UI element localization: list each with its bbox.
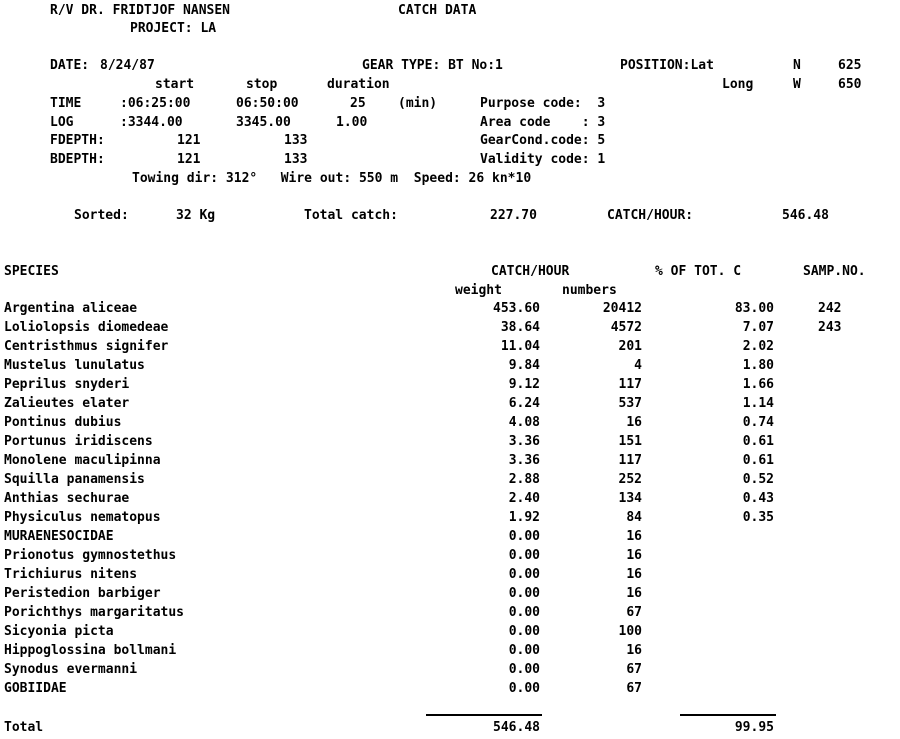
numbers-value: 16 [626, 529, 642, 544]
total-catch-label: Total catch: [304, 208, 398, 223]
species-header: SPECIES [4, 264, 59, 279]
species-name: Trichiurus nitens [4, 567, 138, 582]
weight-value: 1.92 [508, 510, 540, 525]
pct-value: 0.43 [742, 491, 774, 506]
species-name: Physiculus nematopus [4, 510, 161, 525]
species-name: Synodus evermanni [4, 662, 138, 677]
species-name: Portunus iridiscens [4, 434, 153, 449]
log-duration: 1.00 [336, 115, 368, 130]
numbers-value: 117 [618, 453, 642, 468]
pct-value: 0.35 [742, 510, 774, 525]
time-duration: 25 [350, 96, 366, 111]
fdepth-stop: 133 [284, 133, 308, 148]
numbers-value: 67 [626, 681, 642, 696]
col-duration-header: duration [327, 77, 390, 92]
long-direction: W [793, 77, 801, 92]
weight-value: 0.00 [508, 605, 540, 620]
weight-value: 6.24 [508, 396, 540, 411]
weight-value: 0.00 [508, 567, 540, 582]
species-name: Prionotus gymnostethus [4, 548, 177, 563]
numbers-value: 16 [626, 567, 642, 582]
long-value: 650 [838, 77, 862, 92]
pct-value: 1.80 [742, 358, 774, 373]
weight-value: 9.84 [508, 358, 540, 373]
col-stop-header: stop [246, 77, 278, 92]
weight-header: weight [455, 283, 502, 298]
bdepth-start: 121 [177, 152, 201, 167]
weight-value: 0.00 [508, 624, 540, 639]
numbers-value: 4572 [610, 320, 642, 335]
catch-hour-value: 546.48 [782, 208, 829, 223]
samp-value: 243 [818, 320, 842, 335]
vessel-name: R/V DR. FRIDTJOF NANSEN [50, 3, 231, 18]
date-label: DATE: [50, 58, 90, 73]
pct-value: 0.61 [742, 434, 774, 449]
area-code: Area code : 3 [480, 115, 606, 130]
species-name: Porichthys margaritatus [4, 605, 185, 620]
numbers-value: 67 [626, 662, 642, 677]
weight-value: 0.00 [508, 681, 540, 696]
numbers-value: 100 [618, 624, 642, 639]
numbers-value: 134 [618, 491, 642, 506]
weight-value: 0.00 [508, 529, 540, 544]
species-name: Argentina aliceae [4, 301, 138, 316]
weight-value: 453.60 [493, 301, 540, 316]
bdepth-label: BDEPTH: [50, 152, 105, 167]
species-name: Pontinus dubius [4, 415, 122, 430]
species-name: MURAENESOCIDAE [4, 529, 114, 544]
species-name: Squilla panamensis [4, 472, 145, 487]
log-stop: 3345.00 [236, 115, 291, 130]
weight-value: 3.36 [508, 434, 540, 449]
species-name: Anthias sechurae [4, 491, 130, 506]
fdepth-label: FDEPTH: [50, 133, 105, 148]
weight-value: 0.00 [508, 643, 540, 658]
numbers-value: 151 [618, 434, 642, 449]
pct-value: 1.66 [742, 377, 774, 392]
numbers-value: 20412 [602, 301, 642, 316]
fdepth-start: 121 [177, 133, 201, 148]
weight-value: 2.40 [508, 491, 540, 506]
total-pct: 99.95 [734, 720, 774, 735]
weight-value: 3.36 [508, 453, 540, 468]
numbers-value: 16 [626, 643, 642, 658]
lat-direction: N [793, 58, 801, 73]
report-title: CATCH DATA [398, 3, 477, 18]
time-unit: (min) [398, 96, 438, 111]
weight-value: 4.08 [508, 415, 540, 430]
gear-type: GEAR TYPE: BT No:1 [362, 58, 503, 73]
species-name: Hippoglossina bollmani [4, 643, 177, 658]
numbers-header: numbers [562, 283, 617, 298]
weight-value: 0.00 [508, 586, 540, 601]
numbers-value: 201 [618, 339, 642, 354]
pct-header: % OF TOT. C [655, 264, 742, 279]
pct-value: 2.02 [742, 339, 774, 354]
numbers-value: 16 [626, 415, 642, 430]
species-name: Loliolopsis diomedeae [4, 320, 169, 335]
project-label: PROJECT: LA [130, 21, 217, 36]
samp-value: 242 [818, 301, 842, 316]
log-label: LOG [50, 115, 74, 130]
pct-value: 1.14 [742, 396, 774, 411]
species-name: Peprilus snyderi [4, 377, 130, 392]
gearcond-code: GearCond.code: 5 [480, 133, 606, 148]
species-name: Monolene maculipinna [4, 453, 161, 468]
numbers-value: 67 [626, 605, 642, 620]
numbers-value: 537 [618, 396, 642, 411]
numbers-value: 4 [634, 358, 642, 373]
numbers-value: 252 [618, 472, 642, 487]
bdepth-stop: 133 [284, 152, 308, 167]
samp-header: SAMP.NO. [803, 264, 866, 279]
pct-value: 7.07 [742, 320, 774, 335]
time-label: TIME [50, 96, 82, 111]
weight-value: 11.04 [500, 339, 540, 354]
time-start: :06:25:00 [120, 96, 191, 111]
species-name: Centristhmus signifer [4, 339, 169, 354]
pct-value: 0.61 [742, 453, 774, 468]
species-name: Zalieutes elater [4, 396, 130, 411]
pct-total-rule [680, 714, 776, 716]
species-name: Sicyonia picta [4, 624, 114, 639]
sorted-value: 32 Kg [176, 208, 216, 223]
purpose-code: Purpose code: 3 [480, 96, 606, 111]
catch-hour-label: CATCH/HOUR: [607, 208, 694, 223]
numbers-value: 16 [626, 548, 642, 563]
species-name: GOBIIDAE [4, 681, 67, 696]
weight-value: 0.00 [508, 548, 540, 563]
time-stop: 06:50:00 [236, 96, 299, 111]
numbers-value: 117 [618, 377, 642, 392]
long-label: Long [722, 77, 754, 92]
total-weight: 546.48 [493, 720, 540, 735]
pct-value: 0.52 [742, 472, 774, 487]
date-value: 8/24/87 [100, 58, 155, 73]
total-catch-value: 227.70 [490, 208, 537, 223]
weight-total-rule [426, 714, 542, 716]
pct-value: 83.00 [734, 301, 774, 316]
validity-code: Validity code: 1 [480, 152, 606, 167]
position-label: POSITION:Lat [620, 58, 714, 73]
weight-value: 2.88 [508, 472, 540, 487]
col-start-header: start [155, 77, 195, 92]
log-start: :3344.00 [120, 115, 183, 130]
total-label: Total [4, 720, 44, 735]
weight-value: 0.00 [508, 662, 540, 677]
weight-value: 38.64 [500, 320, 540, 335]
numbers-value: 84 [626, 510, 642, 525]
lat-value: 625 [838, 58, 862, 73]
weight-value: 9.12 [508, 377, 540, 392]
sorted-label: Sorted: [74, 208, 129, 223]
towing-info: Towing dir: 312° Wire out: 550 m Speed: 26 kn*10 [132, 171, 532, 186]
catch-hour-header: CATCH/HOUR [491, 264, 570, 279]
species-name: Peristedion barbiger [4, 586, 161, 601]
pct-value: 0.74 [742, 415, 774, 430]
species-name: Mustelus lunulatus [4, 358, 145, 373]
numbers-value: 16 [626, 586, 642, 601]
